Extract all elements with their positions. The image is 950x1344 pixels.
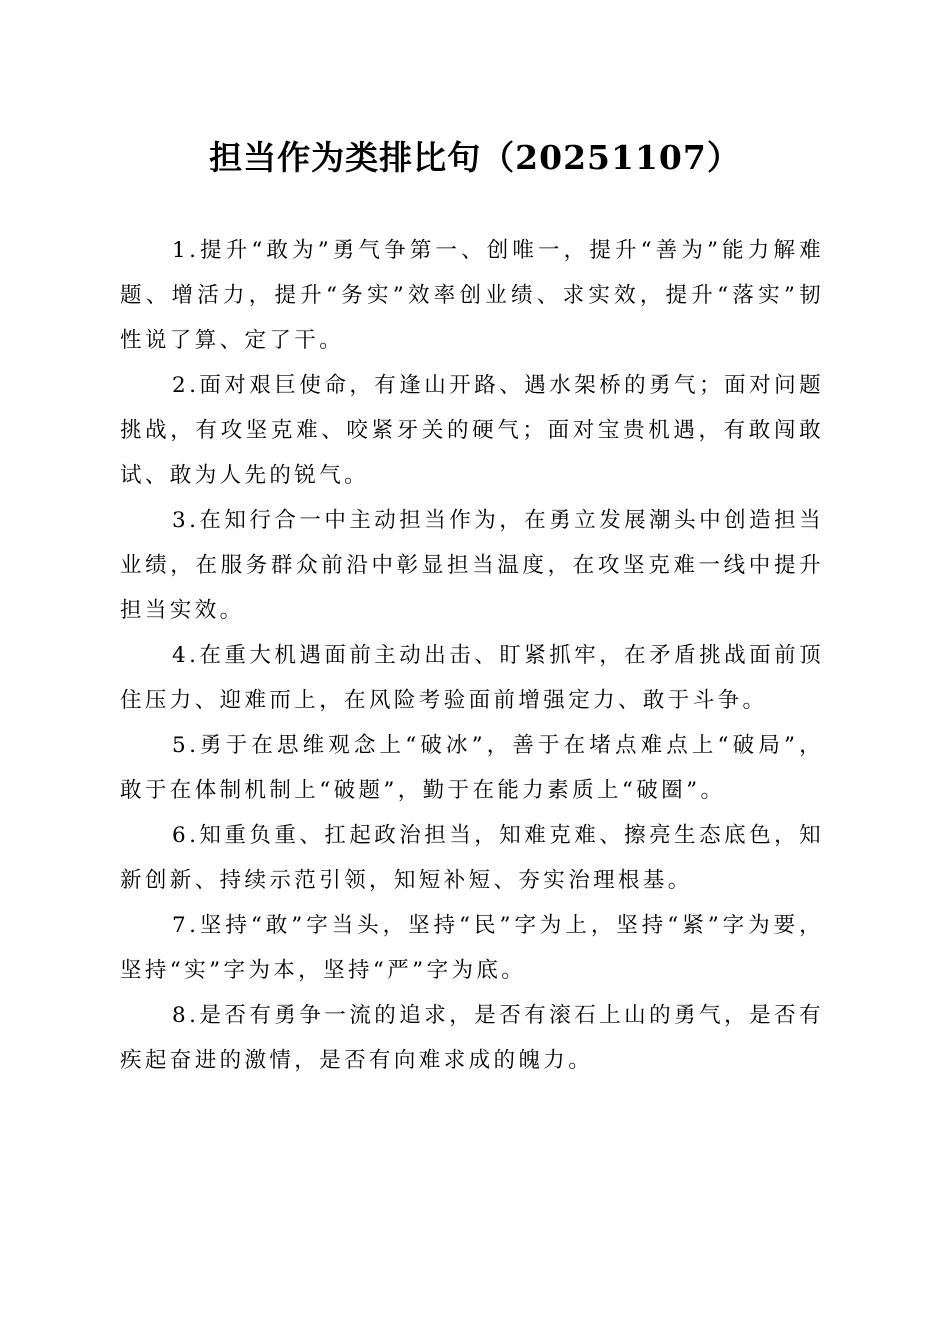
paragraph-7: 7.坚持“敢”字当头，坚持“民”字为上，坚持“紧”字为要，坚持“实”字为本，坚持“严”字为底。 xyxy=(120,913,824,983)
document-body xyxy=(120,228,824,1083)
paragraph-6: 6.知重负重、扛起政治担当，知难克难、擦亮生态底色，知新创新、持续示范引领，知短补短、夯实治理根基。 xyxy=(120,823,824,893)
document-title: 担当作为类排比句（20251107） xyxy=(209,138,741,177)
paragraph-5: 5.勇于在思维观念上“破冰”，善于在堵点难点上“破局”，敢于在体制机制上“破题”，勤于在能力素质上“破圈”。 xyxy=(120,733,824,803)
paragraph-4: 4.在重大机遇面前主动出击、盯紧抓牢，在矛盾挑战面前顶住压力、迎难而上，在风险考验面前增强定力、敢于斗争。 xyxy=(120,643,824,713)
paragraph-8: 8.是否有勇争一流的追求，是否有滚石上山的勇气，是否有疾起奋进的激情，是否有向难求成的魄力。 xyxy=(120,1003,824,1073)
paragraph-2: 2.面对艰巨使命，有逢山开路、遇水架桥的勇气；面对问题挑战，有攻坚克难、咬紧牙关的硬气；面对宝贵机遇，有敢闯敢试、敢为人先的锐气。 xyxy=(120,373,824,488)
paragraph-3: 3.在知行合一中主动担当作为，在勇立发展潮头中创造担当业绩，在服务群众前沿中彰显担当温度，在攻坚克难一线中提升担当实效。 xyxy=(120,508,824,623)
paragraph-1: 1.提升“敢为”勇气争第一、创唯一，提升“善为”能力解难题、增活力，提升“务实”效率创业绩、求实效，提升“落实”韧性说了算、定了干。 xyxy=(120,238,824,353)
